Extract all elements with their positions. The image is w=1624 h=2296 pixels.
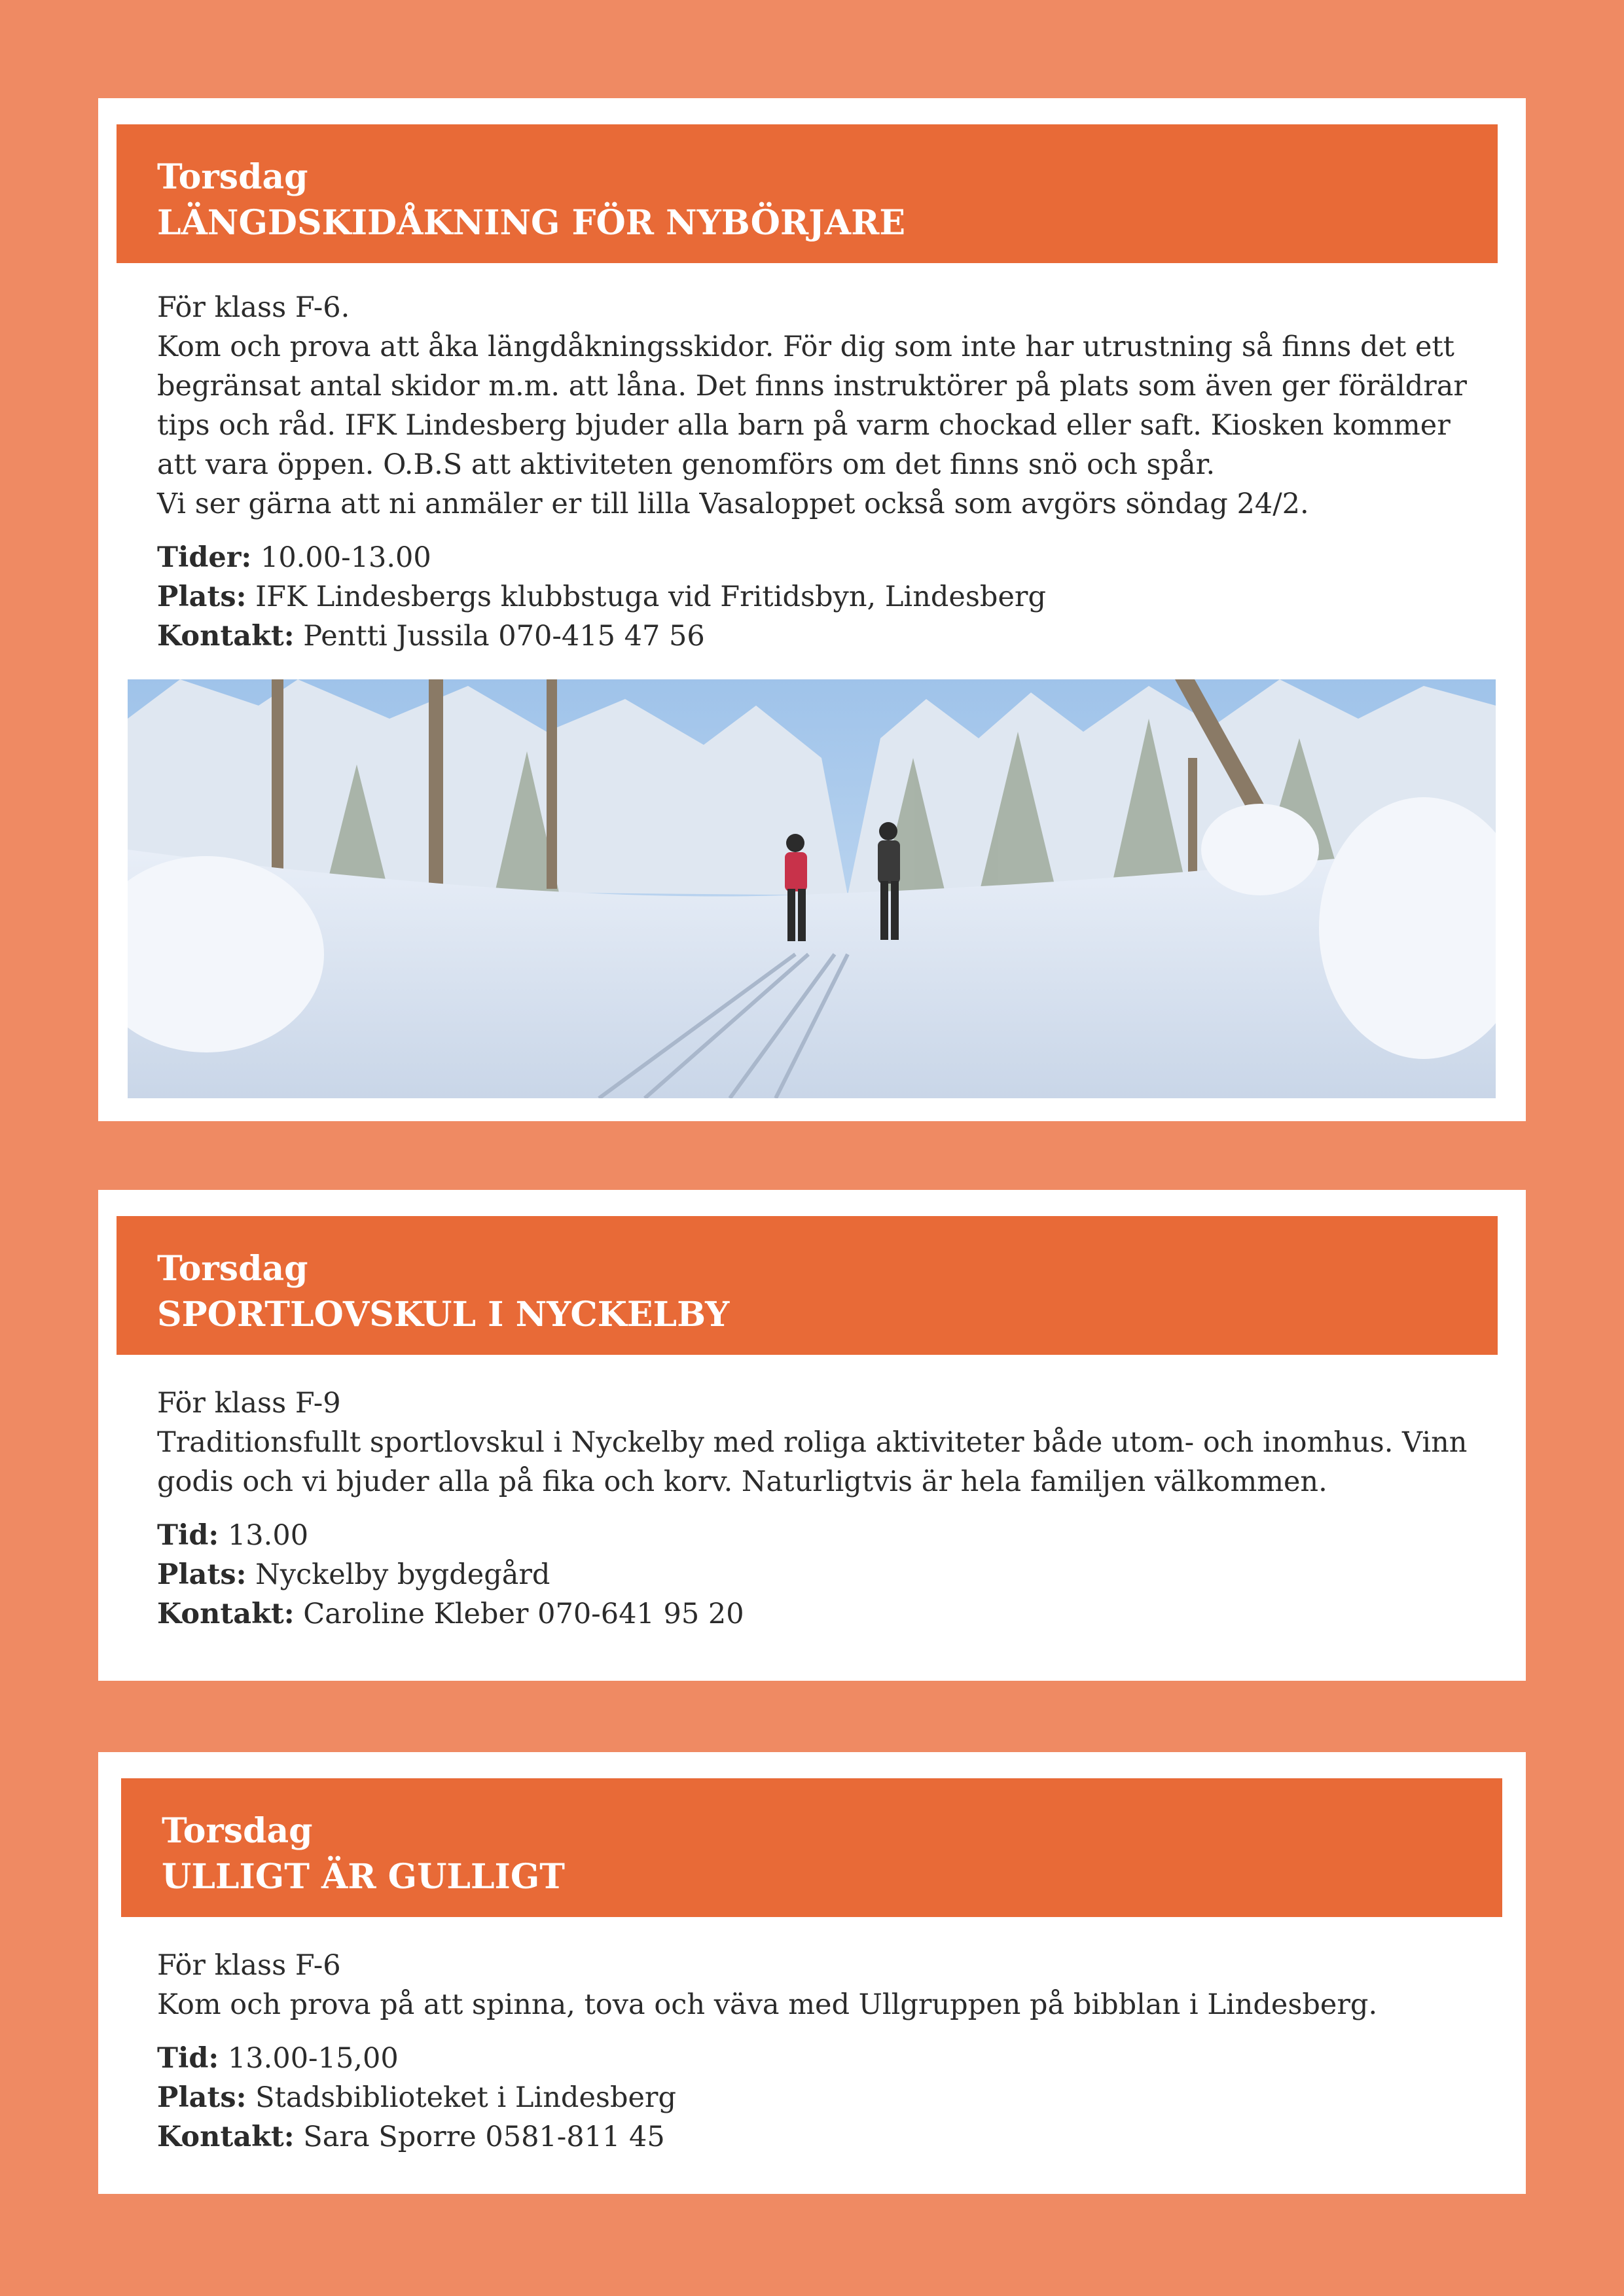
- event-details: [157, 2039, 1486, 2157]
- event-header: [121, 1778, 1502, 1917]
- event-time-row: Tid: 13.00-15,00: [157, 2042, 399, 2075]
- event-time-row: Tider: 10.00-13.00: [157, 541, 431, 574]
- event-card-ulligt: [98, 1752, 1526, 2194]
- event-audience: För klass F-6.: [157, 291, 350, 324]
- event-description: Kom och prova på att spinna, tova och väva med Ullgruppen på bibblan i Lindesberg.: [157, 1988, 1378, 2021]
- event-contact-row: Kontakt: Pentti Jussila 070-415 47 56: [157, 620, 705, 653]
- event-audience: För klass F-9: [157, 1387, 341, 1420]
- event-place-row: Plats: IFK Lindesbergs klubbstuga vid Fritidsbyn, Lindesberg: [157, 581, 1046, 613]
- event-details: [157, 1516, 1486, 1634]
- event-body: [157, 1946, 1486, 2157]
- event-title: LÄNGDSKIDÅKNING FÖR NYBÖRJARE: [157, 203, 905, 243]
- event-day: Torsdag: [157, 157, 308, 197]
- event-title: ULLIGT ÄR GULLIGT: [162, 1857, 565, 1897]
- event-place-row: Plats: Nyckelby bygdegård: [157, 1558, 550, 1591]
- event-card-nyckelby: [98, 1190, 1526, 1681]
- event-day: Torsdag: [157, 1249, 308, 1289]
- event-contact-row: Kontakt: Sara Sporre 0581-811 45: [157, 2121, 665, 2153]
- event-contact-row: Kontakt: Caroline Kleber 070-641 95 20: [157, 1598, 744, 1630]
- event-description: Traditionsfullt sportlovskul i Nyckelby med roliga aktiviteter både utom- och inomhus. Vinn godis och vi bjuder alla på fika och korv. Naturligtvis är hela familjen välkommen.: [157, 1426, 1468, 1498]
- event-time-row: Tid: 13.00: [157, 1519, 309, 1552]
- event-body: [157, 1384, 1486, 1634]
- event-note: Vi ser gärna att ni anmäler er till lilla Vasaloppet också som avgörs söndag 24/2.: [157, 488, 1309, 520]
- event-title: SPORTLOVSKUL I NYCKELBY: [157, 1295, 730, 1335]
- event-card-skiing: [98, 98, 1526, 1121]
- event-place-row: Plats: Stadsbiblioteket i Lindesberg: [157, 2081, 677, 2114]
- event-body: [157, 288, 1486, 656]
- event-day: Torsdag: [162, 1811, 313, 1851]
- skiing-photo: [128, 679, 1496, 1098]
- event-header: [117, 1216, 1498, 1355]
- event-audience: För klass F-6: [157, 1949, 341, 1982]
- event-description: Kom och prova att åka längdåkningsskidor. För dig som inte har utrustning så finns det ett begränsat antal skidor m.m. att låna. Det finns instruktörer på plats som även ger föräldrar tips och råd. IFK Lindesberg bjuder alla barn på varm chockad eller saft. Kiosken kommer att vara öppen. O.B.S att aktiviteten genomförs om det finns snö och spår.: [157, 331, 1467, 481]
- event-header: [117, 124, 1498, 263]
- event-details: [157, 538, 1486, 656]
